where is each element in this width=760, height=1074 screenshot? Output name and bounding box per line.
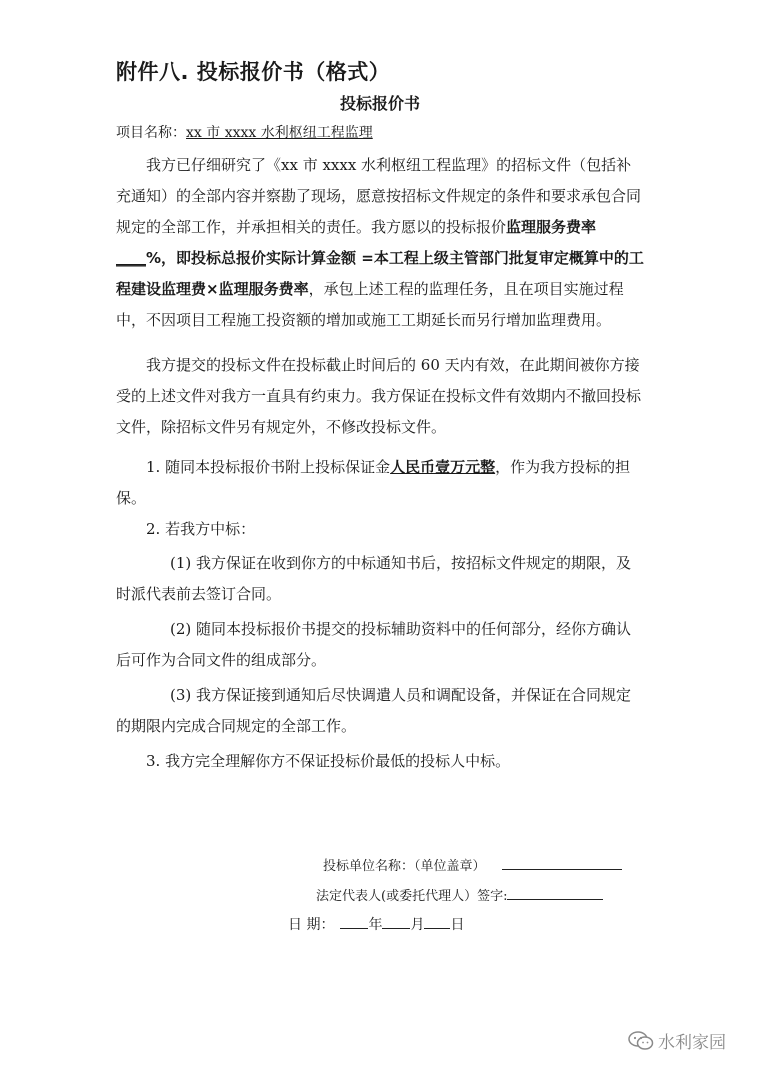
project-name-line	[116, 122, 373, 142]
item-text: ，作为我方投标的担保。	[116, 458, 631, 507]
month-label: 月	[410, 917, 425, 933]
bidder-unit-line	[323, 855, 622, 874]
legal-rep-label: 法定代表人(或委托代理人）签字:	[316, 889, 508, 904]
item-bid-bond	[116, 452, 646, 514]
attachment-heading: 附件八. 投标报价书（格式）	[116, 60, 391, 84]
item-lowest-bid: 3. 我方完全理解你方不保证投标价最低的投标人中标。	[146, 752, 511, 770]
service-rate-label: 监理服务费率	[506, 218, 597, 236]
paragraph-text: ，承包上述工程的监理任务，且在项目实施过程中，不因项目工程施工投资额的增加或施工工期延长而另行增加监理费用。	[116, 280, 624, 329]
date-label: 日 期：	[288, 917, 335, 933]
year-blank	[340, 916, 368, 929]
watermark-text: 水利家园	[658, 1033, 726, 1053]
document-title: 投标报价书	[339, 94, 420, 113]
paragraph-commitment	[116, 150, 646, 336]
wechat-icon	[628, 1031, 654, 1051]
date-line	[288, 914, 464, 934]
paragraph-text: 我方已仔细研究了《xx 市 xxxx 水利枢纽工程监理》的招标文件（包括补充通知）的全部内容并察勘了现场，愿意按招标文件规定的条件和要求承包合同规定的全部工作，并承担相关的责任。我方愿以的投标报价	[116, 156, 642, 236]
item-text: 1. 随同本投标报价书附上投标保证金	[146, 458, 391, 476]
subitem-deploy-staff: (3) 我方保证接到通知后尽快调遣人员和调配设备，并保证在合同规定的期限内完成合同规定的全部工作。	[116, 686, 632, 735]
paragraph-validity: 我方提交的投标文件在投标截止时间后的 60 天内有效，在此期间被你方接受的上述文件对我方一直具有约束力。我方保证在投标文件有效期内不撤回投标文件，除招标文件另有规定外，不修改投标文件。	[116, 356, 642, 436]
legal-rep-line	[316, 885, 603, 904]
bidder-unit-blank	[502, 857, 622, 870]
item-if-awarded: 2. 若我方中标：	[146, 520, 256, 538]
project-name-label: 项目名称：	[116, 125, 186, 141]
bidder-unit-label: 投标单位名称：（单位盖章）	[323, 859, 486, 874]
project-name-value: xx 市 xxxx 水利枢纽工程监理	[186, 125, 373, 141]
subitem-sign-contract: (1) 我方保证在收到你方的中标通知书后，按招标文件规定的期限，及时派代表前去签订合同。	[116, 554, 632, 603]
legal-rep-blank	[507, 887, 603, 900]
total-price-formula: %，即投标总报价实际计算金额 =本工程上级主管部门批复审定概算中的工程建设监理费×监理服务费率	[116, 249, 644, 298]
subitem-supporting-docs: (2) 随同本投标报价书提交的投标辅助资料中的任何部分，经你方确认后可作为合同文件的组成部分。	[116, 620, 632, 669]
watermark	[628, 1028, 726, 1053]
service-rate-blank: ____	[116, 249, 146, 267]
day-label: 日	[450, 917, 465, 933]
month-blank	[382, 916, 410, 929]
day-blank	[424, 916, 450, 929]
bid-bond-amount: 人民币壹万元整	[390, 458, 496, 476]
year-label: 年	[368, 917, 383, 933]
